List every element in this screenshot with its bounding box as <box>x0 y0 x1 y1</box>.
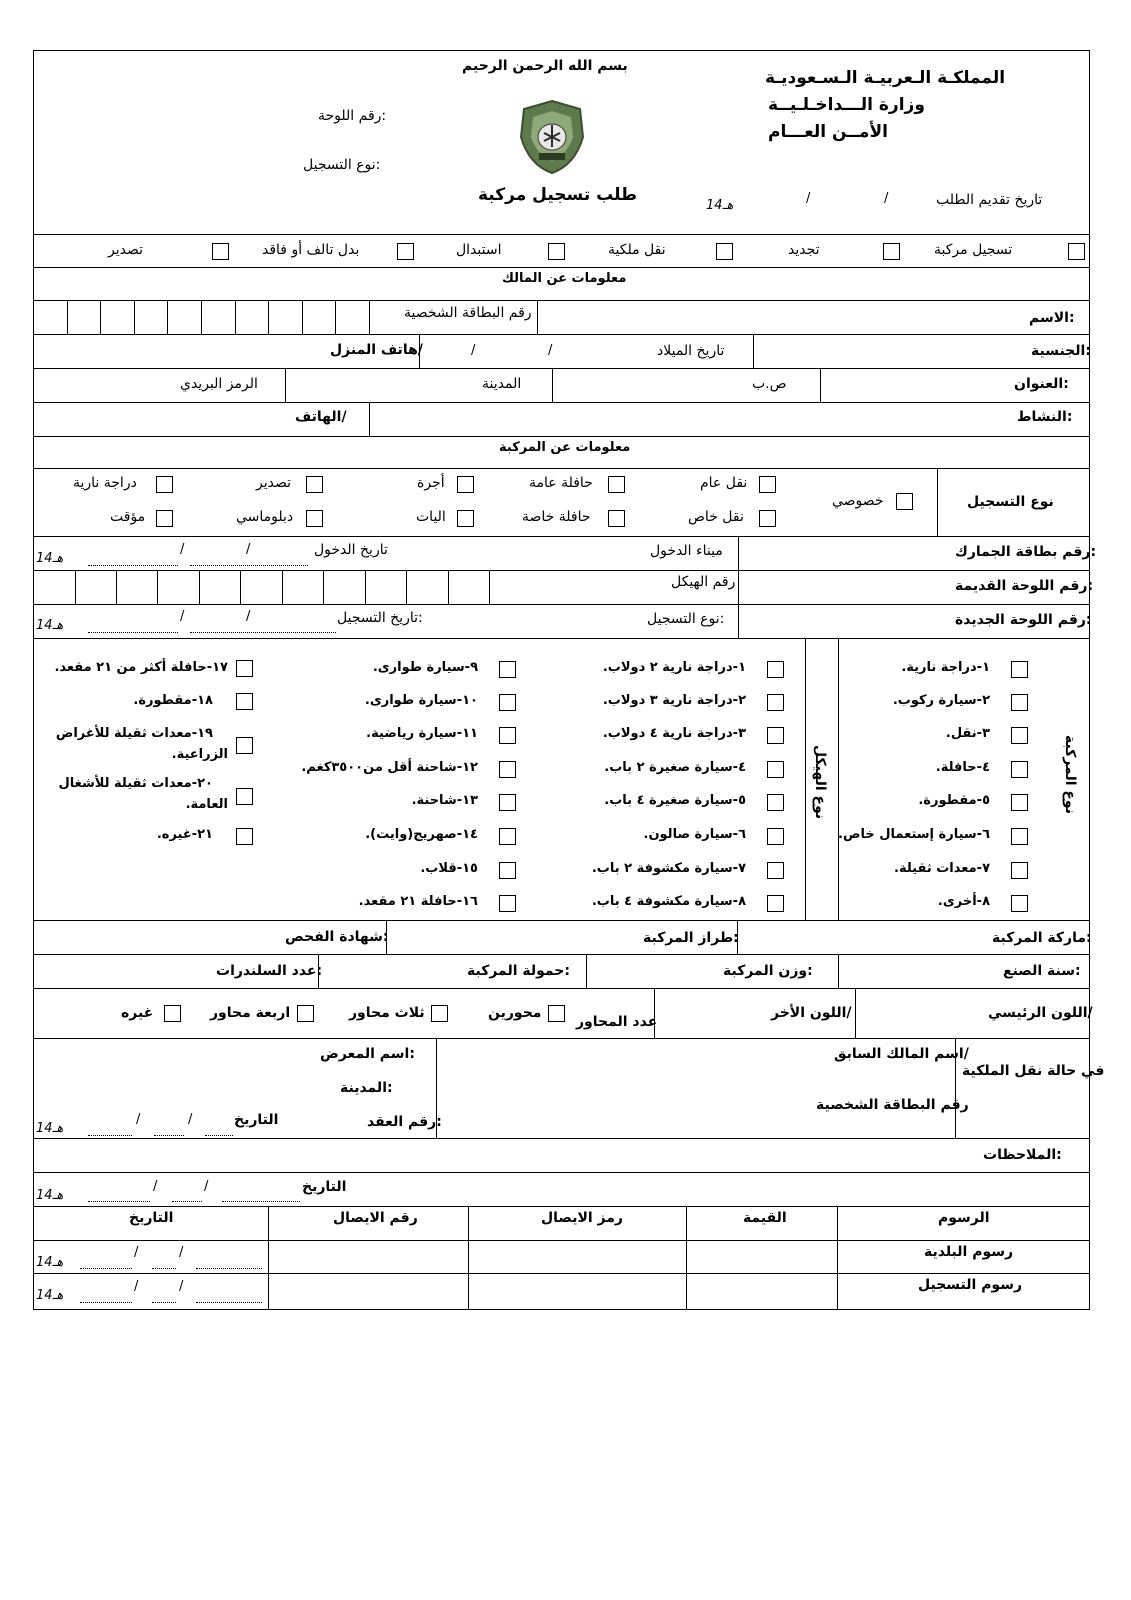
vehicle-type-label: ٥-مقطورة. <box>918 793 990 808</box>
date-slash: / <box>548 343 553 358</box>
reg-option-label: اليات <box>416 509 446 525</box>
body-type-checkbox[interactable] <box>236 828 253 845</box>
reg-option-label: نقل خاص <box>688 509 744 525</box>
other-color-label: اللون الأخر/ <box>771 1005 852 1021</box>
fees-header: التاريخ <box>129 1210 174 1226</box>
chassis-cell-divider <box>199 570 200 604</box>
reg-option-checkbox[interactable] <box>156 476 173 493</box>
activity-label: النشاط: <box>1017 409 1073 425</box>
reg-private-checkbox[interactable] <box>896 493 913 510</box>
cylinders-label: عدد السلندرات: <box>216 963 323 979</box>
id-cell-divider <box>33 300 34 334</box>
body-type-checkbox[interactable] <box>767 727 784 744</box>
axle-option-label: ثلاث محاور <box>349 1005 425 1021</box>
id-cell-divider <box>268 300 269 334</box>
body-type-label: الزراعية. <box>171 747 228 762</box>
form-title: طلب تسجيل مركبة <box>478 185 638 205</box>
request-date-label: تاريخ تقديم الطلب <box>936 192 1043 208</box>
body-type-checkbox[interactable] <box>499 694 516 711</box>
body-type-label: ١٩-معدات ثقيلة للأغراض <box>55 726 213 741</box>
phone-label: الهاتف/ <box>295 409 347 425</box>
vehicle-type-checkbox[interactable] <box>1011 661 1028 678</box>
body-type-checkbox[interactable] <box>767 694 784 711</box>
date-slash: / <box>153 1179 158 1194</box>
plate-number-label: رقم اللوحة: <box>318 108 387 124</box>
vehicle-type-checkbox[interactable] <box>1011 694 1028 711</box>
body-type-label: العامة. <box>185 797 228 812</box>
reg-option-label: مؤقت <box>110 509 146 525</box>
id-cell-divider <box>167 300 168 334</box>
fees-header: رقم الايصال <box>333 1210 418 1226</box>
body-type-checkbox[interactable] <box>499 828 516 845</box>
vehicle-type-label: ٦-سيارة إستعمال خاص. <box>838 827 990 842</box>
postal-code-label: الرمز البريدي <box>180 376 258 392</box>
request-type-transfer-checkbox[interactable] <box>716 243 733 260</box>
public-security-name: الأمــن العـــام <box>768 122 888 142</box>
date-slash: / <box>134 1279 139 1294</box>
vehicle-type-checkbox[interactable] <box>1011 794 1028 811</box>
body-type-label: ١١-سيارة رياضية. <box>366 726 478 741</box>
chassis-number-label: رقم الهيكل <box>671 574 736 590</box>
kingdom-name: المملكـة الـعربيـة الـسـعوديـة <box>765 68 1006 88</box>
request-type-lost-checkbox[interactable] <box>397 243 414 260</box>
body-type-label: ٦-سيارة صالون. <box>643 827 746 842</box>
axle-option-checkbox[interactable] <box>297 1005 314 1022</box>
customs-card-label: رقم بطاقة الجمارك: <box>955 544 1097 560</box>
hijri-year: 14هـ <box>36 1121 64 1136</box>
body-type-label: ١٣-شاحنة. <box>411 793 478 808</box>
vehicle-type-label: ٤-حافلة. <box>935 760 990 775</box>
date-slash: / <box>179 1245 184 1260</box>
axle-option-checkbox[interactable] <box>548 1005 565 1022</box>
chassis-cell-divider <box>365 570 366 604</box>
reg-option-label: حافلة عامة <box>529 475 593 491</box>
id-cell-divider <box>134 300 135 334</box>
birth-date-label: تاريخ الميلاد <box>657 343 725 359</box>
inspection-label: شهادة الفحص: <box>285 929 389 945</box>
body-type-checkbox[interactable] <box>499 895 516 912</box>
reg-private-label: خصوصي <box>832 493 884 509</box>
id-cell-divider <box>235 300 236 334</box>
reg-option-label: دبلوماسي <box>236 509 294 525</box>
axle-option-label: غيره <box>121 1005 154 1021</box>
request-type-label: استبدال <box>456 242 502 258</box>
vehicle-section-title: معلومات عن المركبة <box>499 440 631 455</box>
chassis-cell-divider <box>448 570 449 604</box>
body-type-label: ١-دراجة نارية ٢ دولاب. <box>602 660 746 675</box>
entry-port-label: ميناء الدخول <box>650 543 723 559</box>
axle-option-checkbox[interactable] <box>431 1005 448 1022</box>
id-cell-divider <box>302 300 303 334</box>
body-type-checkbox[interactable] <box>236 660 253 677</box>
transfer-city-label: المدينة: <box>340 1080 393 1096</box>
fees-header: الرسوم <box>938 1210 990 1226</box>
body-type-label: ١٥-قلاب. <box>420 861 478 876</box>
registration-type-label: نوع التسجيل: <box>303 157 381 173</box>
date-slash: / <box>188 1112 193 1127</box>
date-slash: / <box>180 609 185 624</box>
body-type-checkbox[interactable] <box>236 737 253 754</box>
axles-label: عدد المحاور <box>576 1014 658 1030</box>
po-box-label: ص.ب <box>752 376 787 392</box>
body-type-checkbox[interactable] <box>767 828 784 845</box>
reg-option-checkbox[interactable] <box>759 476 776 493</box>
hijri-year: 14هـ <box>706 198 734 213</box>
request-type-renew-checkbox[interactable] <box>883 243 900 260</box>
body-type-label: ٧-سيارة مكشوفة ٢ باب. <box>591 861 746 876</box>
reg-option-checkbox[interactable] <box>306 476 323 493</box>
date-slash: / <box>246 609 251 624</box>
body-type-label: ٢١-غيره. <box>156 827 213 842</box>
vehicle-type-label: ٨-أخرى. <box>937 894 990 909</box>
chassis-cell-divider <box>282 570 283 604</box>
vehicle-type-label: ٣-نقل. <box>945 726 990 741</box>
reg-option-label: دراجة نارية <box>73 475 137 491</box>
id-cell-divider <box>201 300 202 334</box>
chassis-cell-divider <box>323 570 324 604</box>
notes-label: الملاحظات: <box>983 1147 1062 1163</box>
model-label: طراز المركبة: <box>643 930 739 946</box>
chassis-cell-divider <box>157 570 158 604</box>
body-type-label: ١٤-صهريج(وايت). <box>365 827 478 842</box>
vehicle-type-label: ١-دراجة نارية. <box>901 660 990 675</box>
chassis-cell-divider <box>116 570 117 604</box>
chassis-cell-divider <box>75 570 76 604</box>
fees-header: رمز الايصال <box>541 1210 623 1226</box>
body-type-label: ٩-سيارة طوارى. <box>372 660 478 675</box>
basmala: بسم الله الرحمن الرحيم <box>462 58 628 74</box>
date-slash: / <box>134 1245 139 1260</box>
contract-number-label: رقم العقد: <box>367 1114 442 1130</box>
date-slash: / <box>884 191 889 206</box>
date-slash: / <box>471 343 476 358</box>
owner-section-title: معلومات عن المالك <box>502 271 627 286</box>
request-type-register-checkbox[interactable] <box>1068 243 1085 260</box>
body-type-label: ١٢-شاحنة أقل من٣٥٠٠كغم. <box>301 760 478 775</box>
request-type-export-checkbox[interactable] <box>212 243 229 260</box>
axle-option-checkbox[interactable] <box>164 1005 181 1022</box>
ministry-name: وزارة الـــداخـلـيــة <box>768 95 925 115</box>
nationality-label: الجنسية: <box>1031 343 1091 359</box>
vehicle-type-checkbox[interactable] <box>1011 862 1028 879</box>
body-type-checkbox[interactable] <box>767 661 784 678</box>
load-label: حمولة المركبة: <box>467 963 570 979</box>
axle-option-label: اربعة محاور <box>210 1005 291 1021</box>
vehicle-type-checkbox[interactable] <box>1011 895 1028 912</box>
id-cell-divider <box>335 300 336 334</box>
transfer-date-label: التاريخ <box>234 1112 279 1128</box>
transfer-id-label: رقم البطاقة الشخصية <box>816 1097 969 1113</box>
reg-option-checkbox[interactable] <box>457 510 474 527</box>
body-type-label: ١٨-مقطورة. <box>133 693 213 708</box>
reg-option-checkbox[interactable] <box>759 510 776 527</box>
chassis-cell-divider <box>489 570 490 604</box>
body-type-label: ١٠-سيارة طوارى. <box>364 693 478 708</box>
body-type-checkbox[interactable] <box>236 788 253 805</box>
fees-header: القيمة <box>743 1210 787 1226</box>
vehicle-type-label: ٢-سيارة ركوب. <box>892 693 990 708</box>
reg-option-label: حافلة خاصة <box>522 509 591 525</box>
request-type-label: تجديد <box>788 242 820 258</box>
reg-option-label: تصدير <box>256 475 292 491</box>
reg-option-label: نقل عام <box>700 475 748 491</box>
reg-option-checkbox[interactable] <box>608 476 625 493</box>
registration-type-label: نوع التسجيل: <box>647 611 725 627</box>
hijri-year: 14هـ <box>36 1255 64 1270</box>
vehicle-type-checkbox[interactable] <box>1011 828 1028 845</box>
entry-date-label: تاريخ الدخول <box>314 542 388 558</box>
transfer-label: في حالة نقل الملكية <box>962 1063 1105 1079</box>
vehicle-type-checkbox[interactable] <box>1011 761 1028 778</box>
old-plate-label: رقم اللوحة القديمة: <box>955 578 1094 594</box>
new-plate-label: رقم اللوحة الجديدة: <box>955 612 1092 628</box>
chassis-cell-divider <box>406 570 407 604</box>
main-color-label: اللون الرئيسي/ <box>988 1005 1093 1021</box>
body-type-checkbox[interactable] <box>767 895 784 912</box>
body-type-label: ١٧-حافلة أكثر من ٢١ مقعد. <box>54 660 228 675</box>
request-type-label: بدل تالف أو فاقد <box>262 242 360 258</box>
body-type-label: ٤-سيارة صغيرة ٢ باب. <box>604 760 746 775</box>
body-type-label: ٥-سيارة صغيرة ٤ باب. <box>604 793 746 808</box>
id-cell-divider <box>100 300 101 334</box>
fees-row-label: رسوم التسجيل <box>918 1277 1023 1293</box>
vehicle-type-label: ٧-معدات ثقيلة. <box>894 861 990 876</box>
body-type-checkbox[interactable] <box>236 693 253 710</box>
make-label: ماركة المركبة: <box>992 930 1092 946</box>
date-slash: / <box>246 542 251 557</box>
previous-owner-label: اسم المالك السابق/ <box>834 1046 969 1062</box>
date-slash: / <box>180 542 185 557</box>
hijri-year: 14هـ <box>36 551 64 566</box>
showroom-label: اسم المعرض: <box>320 1046 415 1062</box>
id-cell-divider <box>67 300 68 334</box>
date-slash: / <box>204 1179 209 1194</box>
body-type-checkbox[interactable] <box>499 794 516 811</box>
address-label: العنوان: <box>1014 376 1069 392</box>
reg-option-checkbox[interactable] <box>306 510 323 527</box>
hijri-year: 14هـ <box>36 618 64 633</box>
body-type-label: ٣-دراجة نارية ٤ دولاب. <box>602 726 746 741</box>
reg-option-checkbox[interactable] <box>156 510 173 527</box>
body-type-checkbox[interactable] <box>499 862 516 879</box>
home-phone-label: هاتف المنزل/ <box>330 342 423 358</box>
public-security-emblem-icon <box>515 97 590 175</box>
fees-row-label: رسوم البلدية <box>924 1244 1014 1260</box>
axle-option-label: محورين <box>488 1005 542 1021</box>
date-slash: / <box>136 1112 141 1127</box>
request-type-label: تصدير <box>108 242 144 258</box>
reg-option-checkbox[interactable] <box>457 476 474 493</box>
request-type-label: تسجيل مركبة <box>934 242 1013 258</box>
date-slash: / <box>179 1279 184 1294</box>
request-type-replace-checkbox[interactable] <box>548 243 565 260</box>
body-type-checkbox[interactable] <box>767 761 784 778</box>
request-type-label: نقل ملكية <box>608 242 666 258</box>
reg-option-label: أجرة <box>417 475 445 491</box>
hijri-year: 14هـ <box>36 1288 64 1303</box>
body-type-checkbox[interactable] <box>767 862 784 879</box>
body-type-label: ١٦-حافلة ٢١ مقعد. <box>358 894 478 909</box>
body-type-checkbox[interactable] <box>767 794 784 811</box>
body-type-checkbox[interactable] <box>499 661 516 678</box>
body-type-checkbox[interactable] <box>499 761 516 778</box>
body-type-label: ٢-دراجة نارية ٣ دولاب. <box>602 693 746 708</box>
body-type-checkbox[interactable] <box>499 727 516 744</box>
date-slash: / <box>806 191 811 206</box>
notes-date-label: التاريخ <box>302 1179 347 1195</box>
vehicle-reg-type-label: نوع التسجيل <box>967 494 1054 510</box>
hijri-year: 14هـ <box>36 1188 64 1203</box>
vehicle-type-checkbox[interactable] <box>1011 727 1028 744</box>
owner-name-label: الاسم: <box>1029 310 1075 326</box>
body-type-label: ٨-سيارة مكشوفة ٤ باب. <box>591 894 746 909</box>
city-label: المدينة <box>482 376 522 392</box>
vehicle-type-label: نوع المركبة <box>1062 735 1078 814</box>
weight-label: وزن المركبة: <box>723 963 813 979</box>
body-type-label: ٢٠-معدات ثقيلة للأشغال <box>58 776 213 791</box>
chassis-cell-divider <box>240 570 241 604</box>
reg-option-checkbox[interactable] <box>608 510 625 527</box>
body-type-label: نوع الهيكل <box>812 745 828 820</box>
registration-date-label: تاريخ التسجيل: <box>337 610 423 626</box>
owner-id-label: رقم البطاقة الشخصية <box>404 305 532 321</box>
year-label: سنة الصنع: <box>1003 963 1081 979</box>
